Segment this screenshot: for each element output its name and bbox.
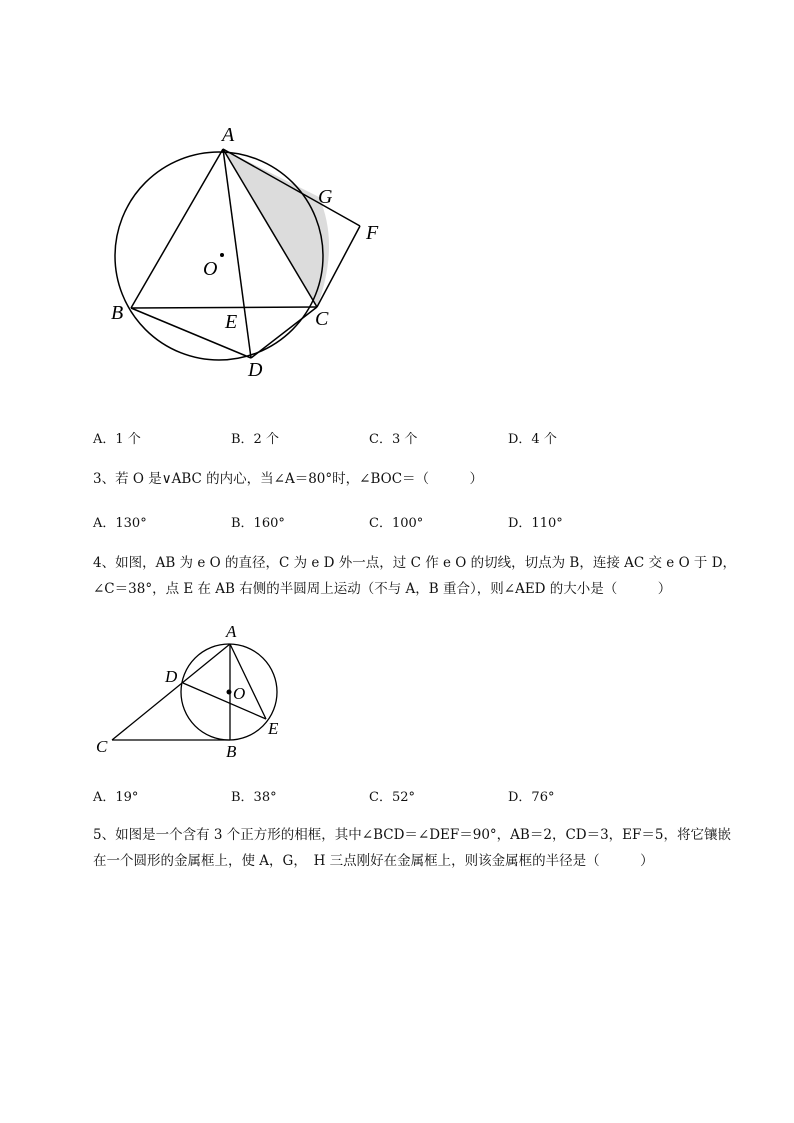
q4-choice-d: D．76° xyxy=(508,790,555,805)
q4-choice-c: C．52° xyxy=(369,790,415,805)
segment-ab xyxy=(131,149,223,308)
figure1-svg xyxy=(100,115,400,390)
label-a: A xyxy=(226,622,237,641)
label-e: E xyxy=(268,719,279,738)
center-point-o xyxy=(220,253,224,257)
figure-circle-triangle xyxy=(100,115,400,390)
segment-de xyxy=(183,683,266,719)
question-4-line-2: ∠C＝38°，点 E 在 AB 右侧的半圆周上运动（不与 A，B 重合），则∠AED 的大小是（ ） xyxy=(93,581,672,597)
question-4 xyxy=(93,550,736,602)
q2-choice-d: D．4 个 xyxy=(508,432,557,447)
q4-choice-b: B．38° xyxy=(231,790,277,805)
q3-choice-a: A．130° xyxy=(93,516,147,531)
segment-ac xyxy=(112,644,230,740)
label-b: B xyxy=(226,742,237,761)
segment-bc xyxy=(131,307,317,308)
q3-choice-d: D．110° xyxy=(508,516,563,531)
shaded-region xyxy=(223,149,329,307)
label-o: O xyxy=(233,684,246,703)
q2-choice-a: A．1 个 xyxy=(93,432,141,447)
label-f: F xyxy=(366,222,379,244)
q4-choice-a: A．19° xyxy=(93,790,139,805)
label-o: O xyxy=(203,258,218,280)
question-5-line-1: 5、如图是一个含有 3 个正方形的相框，其中∠BCD＝∠DEF＝90°，AB＝2，CD＝3，EF＝5，将它镶嵌 xyxy=(93,827,731,843)
label-c: C xyxy=(315,308,329,330)
center-point-o xyxy=(227,690,232,695)
q2-choice-c: C．3 个 xyxy=(369,432,418,447)
q3-choice-c: C．100° xyxy=(369,516,424,531)
figure2-svg xyxy=(90,620,290,765)
label-g: G xyxy=(318,186,333,208)
label-b: B xyxy=(111,302,124,324)
label-d: D xyxy=(165,667,178,686)
label-d: D xyxy=(248,359,263,381)
label-a: A xyxy=(222,124,235,146)
segment-cd xyxy=(251,307,317,358)
q2-choice-b: B．2 个 xyxy=(231,432,279,447)
question-5 xyxy=(93,822,731,874)
question-5-line-2: 在一个圆形的金属框上，使 A，G， H 三点刚好在金属框上，则该金属框的半径是（ ） xyxy=(93,853,654,869)
question-4-line-1: 4、如图，AB 为 e O 的直径，C 为 e D 外一点，过 C 作 e O 的切线，切点为 B，连接 AC 交 e O 于 D， xyxy=(93,555,737,571)
q3-choice-b: B．160° xyxy=(231,516,285,531)
question-3 xyxy=(93,466,483,492)
figure-circle-tangent xyxy=(90,620,290,765)
label-e: E xyxy=(225,311,238,333)
question-3-text: 3、若 O 是∨ABC 的内心，当∠A＝80°时，∠BOC＝（ ） xyxy=(93,471,484,487)
label-c: C xyxy=(96,737,108,756)
